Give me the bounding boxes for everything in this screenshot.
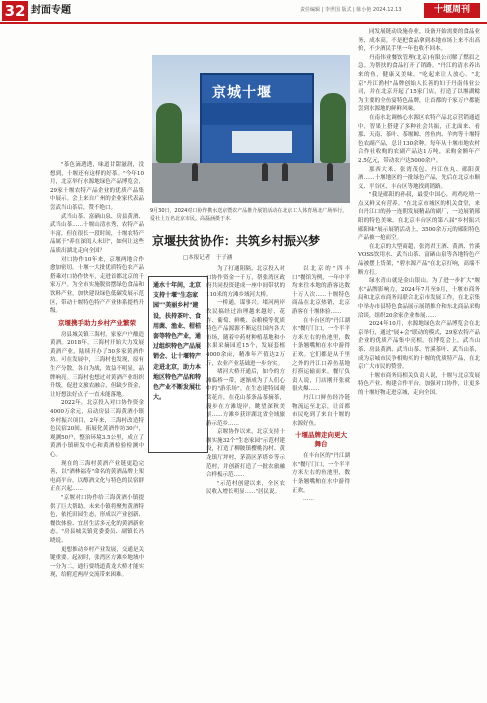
ground bbox=[152, 163, 350, 203]
article-byline: □本报记者 于子涵 bbox=[183, 255, 233, 261]
truck-band bbox=[202, 103, 312, 125]
paragraph: 为了打通阻隔，北京投入对口协作资金一千万，帮张湾区政府共同投资建成一座中间带状的110米的方滩乡域河大桥。 bbox=[206, 266, 285, 298]
paragraph: 对口协作10年来，京堰两地合作愈加密切。十堰一大批优质特色农产品搭乘对口协作快车，走进首都北京的千家万户。为全市实施脱贫摆绿色食品和饮料产业，加快建设绿色低碳发展示范区，带动十堰特色特产产业体系提档升级。 bbox=[50, 256, 144, 315]
paragraph: 在南水北调核心水源区农特产品北京营销通道中，智果上搭建了多种社会共振，正北面来、看那、天南、茶叶、茶堰鲸、兽鱼肉、羊肉等十堰特色农副产品，总计130余种。每年从十堰市地农村合作社收购的农副产品达1万吨，采购金额年产2.5亿元，带动农户达5000余户。 bbox=[358, 114, 480, 164]
article-column-2 bbox=[206, 265, 285, 693]
section-subheading: 京堰携手助力乡村产业繁荣 bbox=[58, 318, 136, 327]
event-photo bbox=[152, 55, 350, 203]
tree-shape bbox=[156, 103, 182, 163]
page-number: 32 bbox=[2, 1, 28, 21]
paragraph: 2022年，北京投入对口协作资金4000万余元，启动房县三海黄酒小镇乡村振兴项目，2年来，三海村改造特色民宿20间，拓展化黄酒作坊30户，观测50户，整治环境3.5公里，成立了黄酒小镇研发中心和黄酒检验检测中心。 bbox=[50, 400, 144, 458]
tree-shape bbox=[320, 93, 346, 163]
article-column-4 bbox=[358, 28, 480, 693]
article-column-3 bbox=[292, 265, 350, 693]
person bbox=[327, 163, 333, 181]
paragraph: 在丰台区的"丹江湖水"餐厅门口，一个半平方米左右的鱼池里，数十条翘嘴鲌在水中游得正欢。 bbox=[292, 453, 350, 494]
paragraph: 现在的三海村黄酒产业链更趋完善，以"酒林福寿"命名的黄酒品牌上架电商平台，以醇酒文化与特色的民宿群正在兴起…… bbox=[50, 460, 144, 493]
photo-caption: 9月30日，2024对口协作携水送京暨农产品推介展馆活动在北京工人体育场北广场举行，爱社上万名北京市民。高磊涵摄于本. bbox=[150, 208, 348, 222]
section-subheading: 十堰品牌走向更大舞台 bbox=[295, 431, 347, 449]
section-title: 封面专题 bbox=[31, 5, 71, 16]
paragraph: 那西大米、张湾茂包、丹江鱼丸、郧阳黄酒……十堰地区的一批绿色产品，先后在北京市顺义、平谷区、丰台区等地找到销路。 bbox=[358, 166, 480, 190]
paragraph: 一桥通，谋事兴。堵河两岸农民搞经过治理越来越好，花卉、葡萄、鲜桃、杂粮模等优质特色产品源源不断运往国内各大市场，随着中药材种植基地和小水果采摘园近15个，发展套植4000余亩，精准年产值达2万斤，农业产业基础进一步夯实。 bbox=[206, 300, 285, 367]
pull-quote-box bbox=[148, 276, 208, 453]
header-rule bbox=[0, 22, 487, 24]
paragraph: 绿水青山就是金山银山。为了进一步扩大"堰水"品牌影响力，2024年7月至9月，十堰市商务局和北京市商务局联合北京市发展工作，在北京集中举办市县特色食品展示展销推介和东北商品采购洽谈，组织20余家企业参展…… bbox=[358, 278, 480, 319]
paragraph: 以北京的"四丰口"餐馆为例，一年中平均来往本地的游客达数十万人次……十堰特色商品在北京热销，北京游客在十堰体验…… bbox=[292, 266, 350, 315]
person bbox=[262, 163, 268, 181]
paragraph: 在丰台区的"丹江湖水"餐厅门口，一个半平方米左右的鱼池里，数十条翘嘴鲌在水中游得正欢。它们都是从千里之外的丹江口养鱼基地打捞运输而来。餐厅负责人说，门店刚开张就很火爆…… bbox=[292, 317, 350, 393]
page-header bbox=[0, 0, 487, 24]
paragraph: 在北京的大型商超，张湾君王酒、黄酒、竹溪VOSS饮用水、武当山茶、富硒山泉等各地特色产品被摆上货架，"碧水源产品"在北京打响，高端不断方打。 bbox=[358, 243, 480, 276]
paragraph: 京堰协作以来，北京支持十堰实施32个"生态家园"示范村建设，打造了柳陂镇樱桃沟村、黄龙镇厅坪村、茅箭区茅塔乡等示范村，并创新打造了一批农旅融合样板示范…… bbox=[206, 429, 285, 479]
person bbox=[282, 163, 288, 181]
paragraph: …… bbox=[303, 496, 314, 503]
truck-window bbox=[232, 131, 292, 153]
paragraph: 堵河大桥开通后，如今的方滩临桥一带，逐渐成为了人们心中的"游乐场"。在生态建特园观赏花卉，在花山茶条品茶摘茶，漫步在方滩堤岸，眺望深秋美景……方滩乡获评湖北省全域旅游示范乡…… bbox=[206, 369, 285, 427]
paragraph: 武当山茶、富硒山泉、房县黄酒、武当山茶……十堰山清水秀，农特产品丰富，但在很长一段时间，十堰农特产品属于"养在深闺人未识"，如何让这些品质出湖北走向全国？ bbox=[50, 213, 144, 254]
article-headline: 京堰扶贫协作：共筑乡村振兴梦 bbox=[152, 234, 321, 248]
paragraph: 十堰市商务局相关负责人说，十堰与北京发展特色产业、构建合作平台，加强对口协作，让更多的十堰好物走进京城，走向全国。 bbox=[358, 372, 480, 396]
paragraph: 2024年10月，水源地绿色农产品博览会在北京举行，通过"展+会"联动的模式，29家农特产品企业的优质产品集中亮相，在博览会上，武当山茶、房县黄酒、武当山茶、竹溪茶叶、武当山茶，成为京城市民争相购买的十堰的优质特产品，在北京广大市民的赞誉。 bbox=[358, 321, 480, 371]
article-column-1 bbox=[50, 161, 144, 691]
paragraph: 丹江口鲜鱼经冷链物流运至北京，让首都市民吃到了来自十堰的水源好鱼。 bbox=[292, 394, 350, 427]
pull-quote: 通水十年间，北京支持十堰"生态家园""美丽乡村"建设，扶持茶叶、食用菌、渔业、柑桔套等特色产业，通过组织特色产品展销会、让十堰特产走进北京，助力本地区特色产品和特色产业不断发展壮大。 bbox=[153, 282, 202, 402]
paragraph: 更想推动乡村产业发展，交通是关键重要。起初时，张湾区方滩乡地域中一分为二，通行要绕道黄龙大桥才能实现，给附近两岸交流带来困难。 bbox=[50, 546, 144, 579]
paragraph: "示范村创建以来，全区农民收入增长明显……"居民说。 bbox=[206, 480, 285, 496]
paragraph: "我是郧阳的孙叔，最爱中国心，鸡鸡吃啥一点又鲜又有营养。"在北京市城区的机关食堂，来自丹江口的孙一连朝发展精品的副厂，一边展销郧阳的特色美味。在北京丰台区的第八届"乡村振兴郧阳味"展示展销活动上，3500余万元的郧阳特色产品被一抢而空。 bbox=[358, 192, 480, 242]
exhibition-truck bbox=[200, 73, 314, 177]
truck-sign: 京城十堰 bbox=[212, 85, 272, 101]
paragraph: "京堰对口协作给三海黄酒小镇提供了巨大帮助，未来小镇将聚焦黄酒特色，依托田园生态，形成以产业创新、餐饮体验、宜居生活多元化的黄酒新业态。"房县城关镇党委委员、副镇长冯晓说。 bbox=[50, 494, 144, 544]
paragraph: "茶色滴透透，味道甘甜滋润，没想到，十堰还有这样的好茶。"今年10月，北京举行水源地绿色产品博览会，29家十堰农特产品企业的优质产品集中展示。会上来自广州的企业家代表品尝武当山茶后，赞不绝口。 bbox=[50, 162, 144, 211]
paragraph: 丹南伟业餐饮管理(北京)有限公司解了燃眉之急。为帮扶的食品打开了销路。"丹江的清水养出来的鱼，健康又美味。"吃起来让人放心。"北京"丹江渔村"品牌创始人长善的妇于丹南伟业公司，并在北京开起了15家门店，打造了以堰湖鲶为主要的全鱼宴特色品牌，让首都的千家万户都能尝到水源地的鲜鲜风味。 bbox=[358, 54, 480, 113]
person bbox=[192, 163, 198, 181]
masthead-logo: 十堰周刊 bbox=[424, 3, 480, 18]
paragraph: 房县城关镇三海村，家家户户酿造黄酒。2018年，三海村开始大力发展黄酒产业，陆续开办了50多家黄酒作坊。可在发展中，三海村也发现，原有生产分散，各自为战，效益不明显，品牌响亮。三海村也想过对黄酒产业组织升级，促进文旅农融合，但缺少资金，让好想法好点子一直未能落地。 bbox=[50, 331, 144, 398]
editor-info: 责任编辑 | 李世国 版式 | 陈小艳 2024.12.13 bbox=[300, 7, 402, 13]
paragraph: 同发展链动设施券业，设备开始需要的食品业务、成本高。不是把食品拿到本地市场上来不出高价，不少酒民手里一年也收不回本。 bbox=[358, 29, 480, 53]
